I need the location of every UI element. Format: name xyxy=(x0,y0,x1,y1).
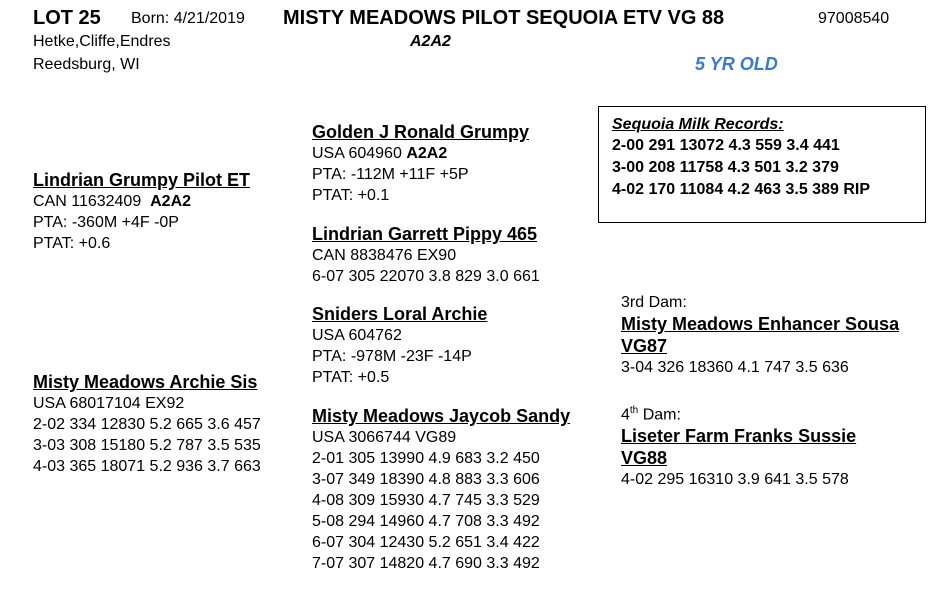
second-dam-block xyxy=(312,405,570,574)
beta-casein: A2A2 xyxy=(410,33,451,50)
milk-records-box xyxy=(598,106,926,223)
milk-record: 4-02 170 11084 4.2 463 3.5 389 RIP xyxy=(612,181,870,198)
milk-record: 2-00 291 13072 4.3 559 3.4 441 xyxy=(612,137,840,154)
third-dam-block xyxy=(621,292,899,378)
sires-sire-block xyxy=(312,121,529,206)
milk-record: 3-00 208 11758 4.3 501 3.2 379 xyxy=(612,159,839,176)
dams-sire-name: Sniders Loral Archie xyxy=(312,304,488,324)
fourth-dam-record: 4-02 295 16310 3.9 641 3.5 578 xyxy=(621,471,849,489)
second-dam-name: Misty Meadows Jaycob Sandy xyxy=(312,406,571,426)
fourth-dam-classification: VG88 xyxy=(621,448,668,469)
sires-sire-ptat: PTAT: +0.1 xyxy=(312,187,390,204)
animal-name: MISTY MEADOWS PILOT SEQUOIA ETV VG 88 xyxy=(283,7,725,29)
fourth-dam-name: Liseter Farm Franks Sussie xyxy=(621,426,857,447)
dam-block xyxy=(33,371,261,477)
milk-records-title: Sequoia Milk Records: xyxy=(612,116,784,133)
third-dam-classification: VG87 xyxy=(621,336,668,356)
second-dam-record: 7-07 307 14820 4.7 690 3.3 492 xyxy=(312,555,540,572)
consignors: Hetke,Cliffe,Endres xyxy=(33,33,171,50)
sire-pta: PTA: -360M +4F -0P xyxy=(33,214,179,231)
second-dam-record: 2-01 305 13990 4.9 683 3.2 450 xyxy=(312,450,540,467)
second-dam-reg: USA 3066744 VG89 xyxy=(312,429,457,446)
sires-dam-record: 6-07 305 22070 3.8 829 3.0 661 xyxy=(312,268,540,285)
birth-date: Born: 4/21/2019 xyxy=(131,10,245,27)
registration-number: 97008540 xyxy=(818,10,890,27)
sires-sire-name: Golden J Ronald Grumpy xyxy=(312,122,530,142)
lot-number: LOT 25 xyxy=(33,7,101,29)
fourth-dam-block xyxy=(621,400,856,490)
dams-sire-ptat: PTAT: +0.5 xyxy=(312,369,390,386)
dam-name: Misty Meadows Archie Sis xyxy=(33,372,258,392)
dams-sire-reg: USA 604762 xyxy=(312,327,402,344)
sire-block xyxy=(33,169,250,254)
sires-sire-beta: A2A2 xyxy=(406,145,448,162)
second-dam-record: 6-07 304 12430 5.2 651 3.4 422 xyxy=(312,534,540,551)
second-dam-record: 3-07 349 18390 4.8 883 3.3 606 xyxy=(312,471,540,488)
dam-record: 4-03 365 18071 5.2 936 3.7 663 xyxy=(33,458,261,475)
dams-sire-block xyxy=(312,303,487,388)
dam-record: 2-02 334 12830 5.2 665 3.6 457 xyxy=(33,416,261,433)
sires-dam-block xyxy=(312,223,540,287)
sires-sire-pta: PTA: -112M +11F +5P xyxy=(312,166,469,183)
third-dam-label: 3rd Dam: xyxy=(621,294,687,311)
second-dam-record: 4-08 309 15930 4.7 745 3.3 529 xyxy=(312,492,540,509)
location: Reedsburg, WI xyxy=(33,56,140,73)
sires-dam-reg: CAN 8838476 EX90 xyxy=(312,247,457,264)
sires-sire-reg: USA 604960 xyxy=(312,145,402,162)
dam-record: 3-03 308 15180 5.2 787 3.5 535 xyxy=(33,437,261,454)
sire-reg: CAN 11632409 xyxy=(33,193,142,210)
third-dam-name: Misty Meadows Enhancer Sousa xyxy=(621,314,900,334)
age-label: 5 YR OLD xyxy=(695,54,778,74)
sire-beta: A2A2 xyxy=(150,193,192,210)
dam-reg: USA 68017104 EX92 xyxy=(33,395,185,412)
second-dam-record: 5-08 294 14960 4.7 708 3.3 492 xyxy=(312,513,540,530)
sire-name: Lindrian Grumpy Pilot ET xyxy=(33,170,251,190)
fourth-dam-label: 4th Dam: xyxy=(621,405,681,424)
sire-ptat: PTAT: +0.6 xyxy=(33,235,111,252)
third-dam-record: 3-04 326 18360 4.1 747 3.5 636 xyxy=(621,359,849,376)
sires-dam-name: Lindrian Garrett Pippy 465 xyxy=(312,224,538,244)
dams-sire-pta: PTA: -978M -23F -14P xyxy=(312,348,472,365)
